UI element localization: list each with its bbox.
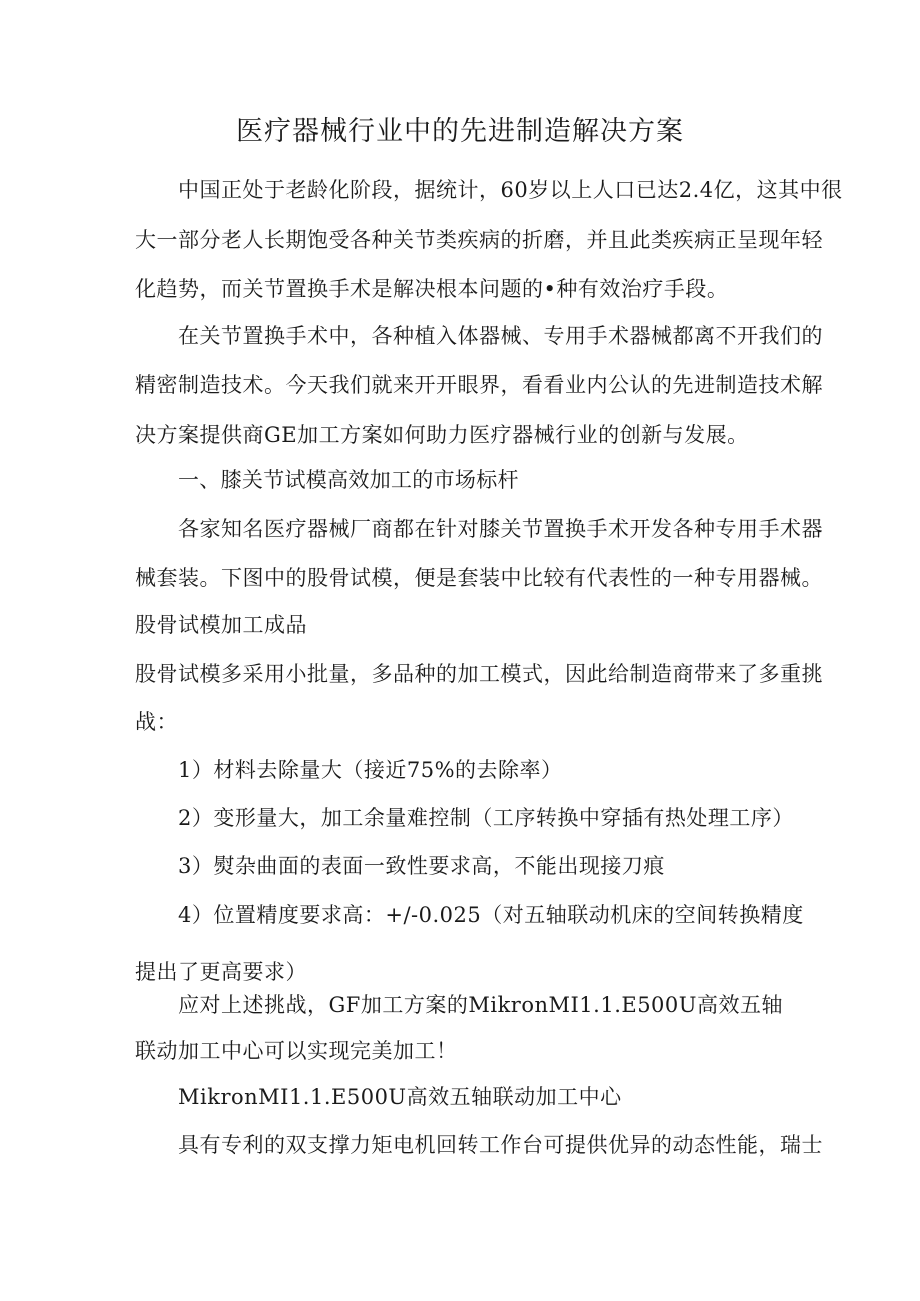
document-title: 医疗器械行业中的先进制造解决方案 bbox=[236, 116, 684, 147]
paragraph-line: 应对上述挑战，GF加工方案的MikronMI1.1.E500U高效五轴 bbox=[178, 993, 783, 1017]
list-item: 4）位置精度要求高：+/-0.025（对五轴联动机床的空间转换精度 bbox=[178, 903, 804, 927]
list-item: 2）变形量大，加工余量难控制（工序转换中穿插有热处理工序） bbox=[178, 806, 794, 830]
paragraph-line: 决方案提供商GE加工方案如何助力医疗器械行业的创新与发展。 bbox=[135, 423, 749, 447]
paragraph-line: 具有专利的双支撑力矩电机回转工作台可提供优异的动态性能，瑞士 bbox=[178, 1133, 823, 1157]
image-caption: 股骨试模加工成品 bbox=[135, 613, 307, 637]
paragraph-line: 联动加工中心可以实现完美加工！ bbox=[135, 1039, 458, 1063]
paragraph-line: 股骨试模多采用小批量，多品种的加工模式，因此给制造商带来了多重挑 bbox=[135, 662, 823, 686]
paragraph-line: 精密制造技术。今天我们就来开开眼界，看看业内公认的先进制造技术解 bbox=[135, 373, 823, 397]
list-item-continuation: 提出了更高要求） bbox=[135, 960, 307, 984]
list-item: 3）熨杂曲面的表面一致性要求高，不能出现接刀痕 bbox=[178, 854, 665, 878]
paragraph-line: 大一部分老人长期饱受各种关节类疾病的折磨，并且此类疾病正呈现年轻 bbox=[135, 228, 823, 252]
list-item: 1）材料去除量大（接近75%的去除率） bbox=[178, 758, 563, 782]
paragraph-line: 战： bbox=[135, 710, 178, 734]
paragraph-line: 化趋势，而关节置换手术是解决根本问题的•种有效治疗手段。 bbox=[135, 277, 729, 301]
subheading: MikronMI1.1.E500U高效五轴联动加工中心 bbox=[178, 1085, 622, 1109]
section-heading: 一、膝关节试模高效加工的市场标杆 bbox=[178, 468, 519, 492]
paragraph-line: 械套装。下图中的股骨试模，便是套装中比较有代表性的一种专用器械。 bbox=[135, 566, 823, 590]
paragraph-line: 各家知名医疗器械厂商都在针对膝关节置换手术开发各种专用手术器 bbox=[178, 517, 823, 541]
paragraph-line: 在关节置换手术中，各种植入体器械、专用手术器械都离不开我们的 bbox=[178, 324, 823, 348]
paragraph-line: 中国正处于老龄化阶段，据统计，60岁以上人口已达2.4亿，这其中很 bbox=[178, 178, 843, 202]
